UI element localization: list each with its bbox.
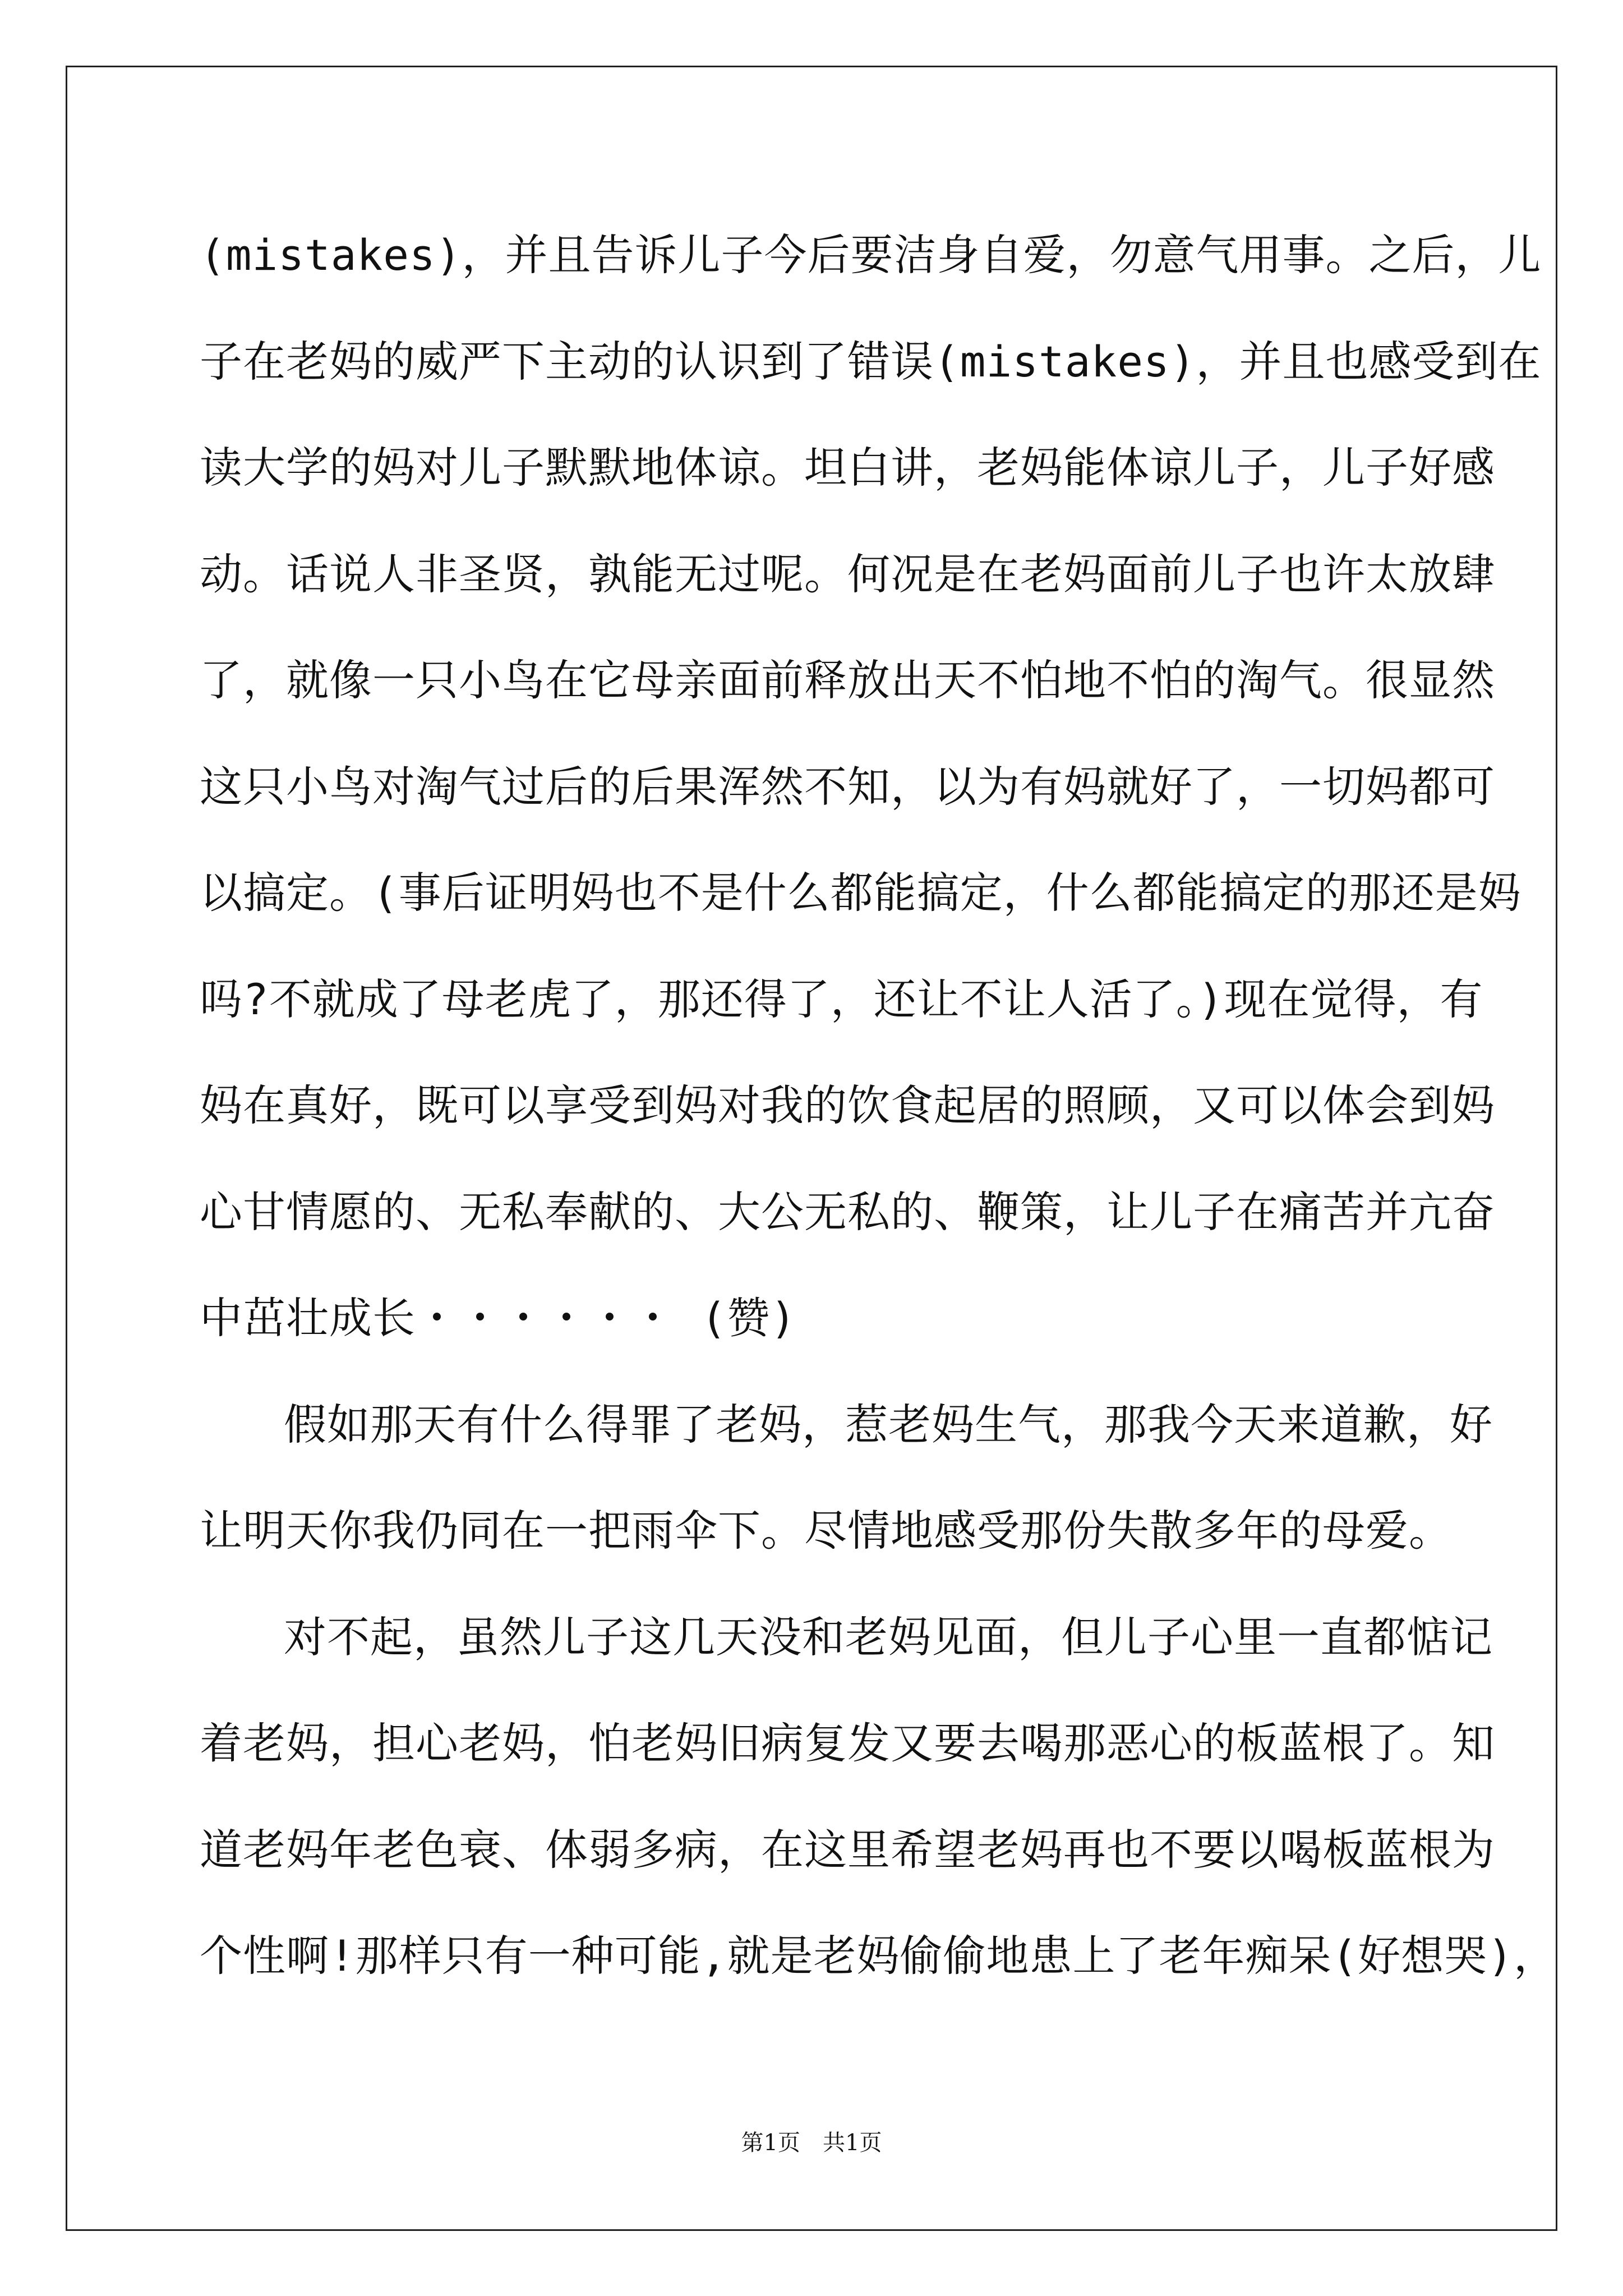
text-line: 了，就像一只小鸟在它母亲面前释放出天不怕地不怕的淘气。很显然	[200, 655, 1495, 705]
text-line: 吗?不就成了母老虎了，那还得了，还让不让人活了。)现在觉得，有	[200, 974, 1483, 1024]
text-line: 道老妈年老色衰、体弱多病，在这里希望老妈再也不要以喝板蓝根为	[200, 1824, 1495, 1875]
page-footer	[0, 2129, 1623, 2157]
document-body	[200, 202, 1557, 2009]
text-line: 妈在真好，既可以享受到妈对我的饮食起居的照顾，又可以体会到妈	[200, 1080, 1495, 1130]
page-total: 共1页	[823, 2130, 882, 2156]
text-line: 让明天你我仍同在一把雨伞下。尽情地感受那份失散多年的母爱。	[200, 1506, 1452, 1556]
text-line: 心甘情愿的、无私奉献的、大公无私的、鞭策，让儿子在痛苦并亢奋	[200, 1186, 1495, 1237]
text-line: (mistakes)，并且告诉儿子今后要洁身自爱，勿意气用事。之后，儿	[200, 230, 1542, 280]
text-line: 假如那天有什么得罪了老妈，惹老妈生气，那我今天来道歉，好	[284, 1399, 1493, 1450]
text-line: 着老妈，担心老妈，怕老妈旧病复发又要去喝那恶心的板蓝根了。知	[200, 1718, 1495, 1768]
text-line: 对不起，虽然儿子这几天没和老妈见面，但儿子心里一直都惦记	[284, 1612, 1493, 1662]
text-line: 动。话说人非圣贤，孰能无过呢。何况是在老妈面前儿子也许太放肆	[200, 549, 1495, 599]
text-line: 中茁壮成长・・・・・・ (赞)	[200, 1293, 797, 1343]
text-line: 子在老妈的威严下主动的认识到了错误(mistakes)，并且也感受到在	[200, 336, 1542, 386]
text-line: 读大学的妈对儿子默默地体谅。坦白讲，老妈能体谅儿子，儿子好感	[200, 443, 1495, 493]
text-line: 以搞定。(事后证明妈也不是什么都能搞定，什么都能搞定的那还是妈	[200, 868, 1521, 918]
page-number: 第1页	[741, 2130, 800, 2156]
text-line: 个性啊!那样只有一种可能,就是老妈偷偷地患上了老年痴呆(好想哭)，	[200, 1931, 1557, 1981]
text-line: 这只小鸟对淘气过后的后果浑然不知，以为有妈就好了，一切妈都可	[200, 761, 1495, 812]
